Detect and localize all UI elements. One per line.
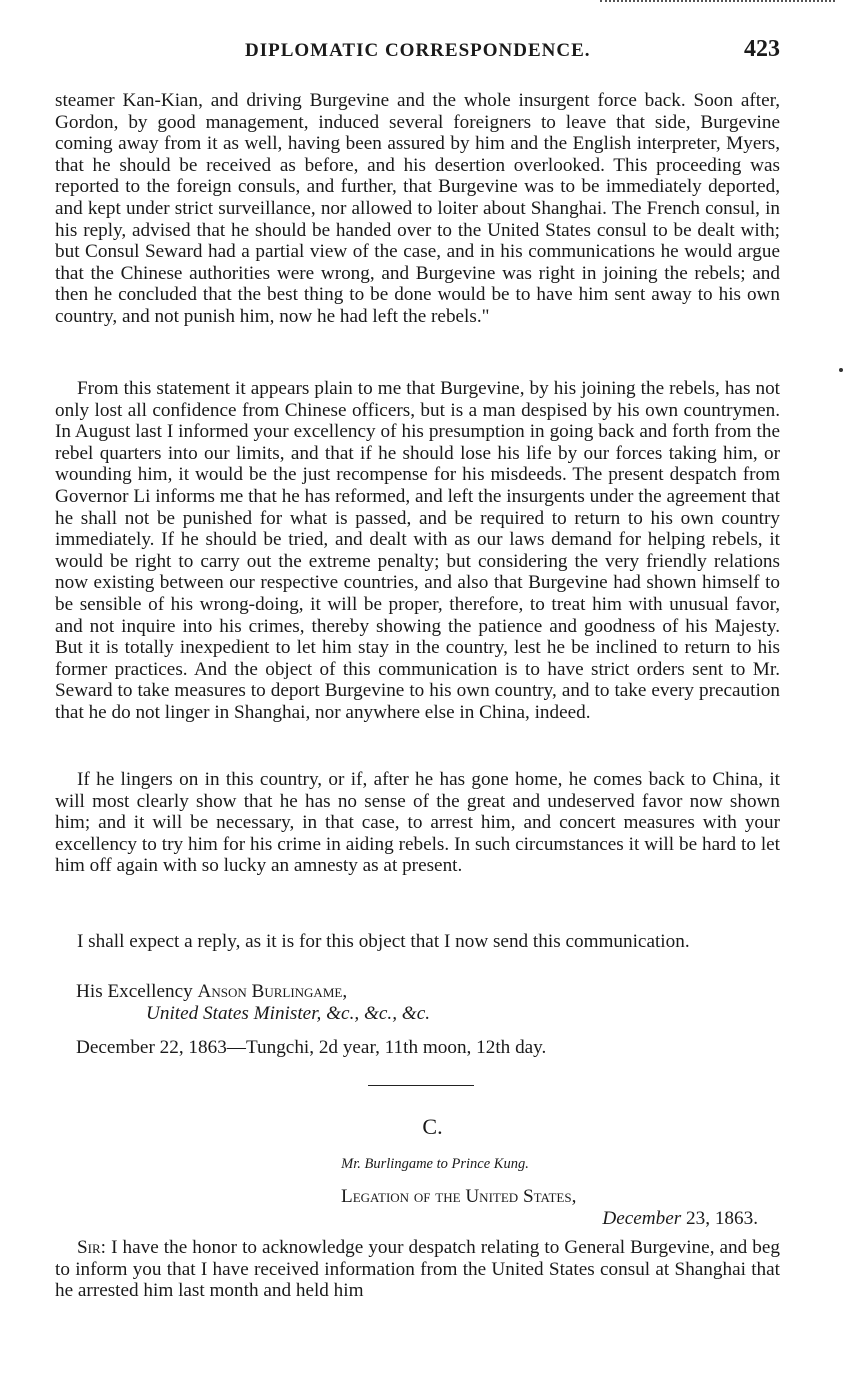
addressee-prefix: His Excellency (76, 981, 193, 1002)
paragraph-reply (55, 931, 780, 953)
margin-mark (839, 368, 843, 372)
running-head: DIPLOMATIC CORRESPONDENCE. (245, 40, 591, 61)
legation-line: Legation of the United States, (341, 1186, 577, 1207)
paragraph-continuation (55, 90, 780, 328)
paragraph-statement (55, 378, 780, 724)
top-edge-dotted-line (600, 0, 835, 2)
paragraph-text: From this statement it appears plain to me that Burgevine, by his joining the rebels, has not only lost all confidence from Chinese officers, but is a man despised by his own countrymen. In August last I informed your excellency of his presumption in going back and forth from the rebel quarters into our limits, and that if he should lose his life by our forces taking him, or wounding him, it would be the just recompense for his misdeeds. The present despatch from Governor Li informs me that he has reformed, and left the insurgents under the agreement that he shall not be punished for what is passed, and be required to return to his own country immediately. If he should be tried, and dealt with as our laws demand for helping rebels, it would be right to carry out the extreme penalty; but considering the very friendly relations now existing between our respective countries, and also that Burgevine had shown himself to be sensible of his wrong-doing, it will be proper, therefore, to treat him with unusual favor, and not inquire into his crimes, thereby showing the patience and goodness of his Majesty. But it is totally inexpedient to let him stay in the country, lest he be inclined to return to his former practices. And the object of this communication is to have strict orders sent to Mr. Seward to take measures to deport Burgevine to his own country, and to take every precaution that he do not linger in Shanghai, nor anywhere else in China, indeed. (55, 378, 780, 723)
paragraph-text: If he lingers on in this country, or if, after he has gone home, he comes back to China, it will most clearly show that he has no sense of the great and undeserved favor now shown him; and it will be necessary, in that case, to arrest him, and concert measures with your excellency to try him for his crime in aiding rebels. In such circumstances it will be hard to let him off again with so lucky an amnesty as at present. (55, 769, 780, 877)
page-number: 423 (744, 36, 780, 62)
paragraph-text: I have the honor to acknowledge your despatch relating to General Burgevine, and beg to inform you that I have received information from the United States consul at Shanghai that he arrested him last month and held him (55, 1237, 780, 1302)
letter-date-month: December (602, 1208, 682, 1229)
letter-date-rest: 23, 1863. (681, 1208, 758, 1229)
addressee-name: Anson Burlingame, (197, 981, 348, 1002)
page-header (55, 36, 780, 72)
paragraph-text: steamer Kan-Kian, and driving Burgevine and the whole insurgent force back. Soon after, Gordon, by good management, induced several foreigners to leave that side, Burgevine coming away from it as well, having been assured by him and the English interpreter, Myers, that he should be received as before, and his desertion overlooked. This proceeding was reported to the foreign consuls, and further, that Burgevine was to be immediately deported, and kept under strict surveillance, nor allowed to loiter about Shanghai. The French consul, in his reply, advised that he should be handed over to the United States consul to be dealt with; but Consul Seward had a partial view of the case, and in his communications he would argue that the Chinese authorities were wrong, and Burgevine was right in joining the rebels; and then he concluded that the best thing to be done would be to have him sent away to his own country, and not punish him, now he had left the rebels." (55, 90, 780, 327)
letter-heading: Mr. Burlingame to Prince Kung. (341, 1156, 529, 1172)
letter-date (602, 1208, 758, 1230)
paragraph-text: I shall expect a reply, as it is for this object that I now send this communication. (77, 931, 690, 952)
addressee-line (76, 981, 347, 1003)
section-letter: C. (422, 1114, 443, 1139)
dateline: December 22, 1863—Tungchi, 2d year, 11th moon, 12th day. (76, 1037, 547, 1058)
section-divider (368, 1085, 474, 1086)
paragraph-lingers (55, 769, 780, 877)
paragraph-letter-body (55, 1237, 780, 1302)
addressee-title: United States Minister, &c., &c., &c. (146, 1003, 431, 1024)
salutation: Sir: (77, 1237, 107, 1258)
